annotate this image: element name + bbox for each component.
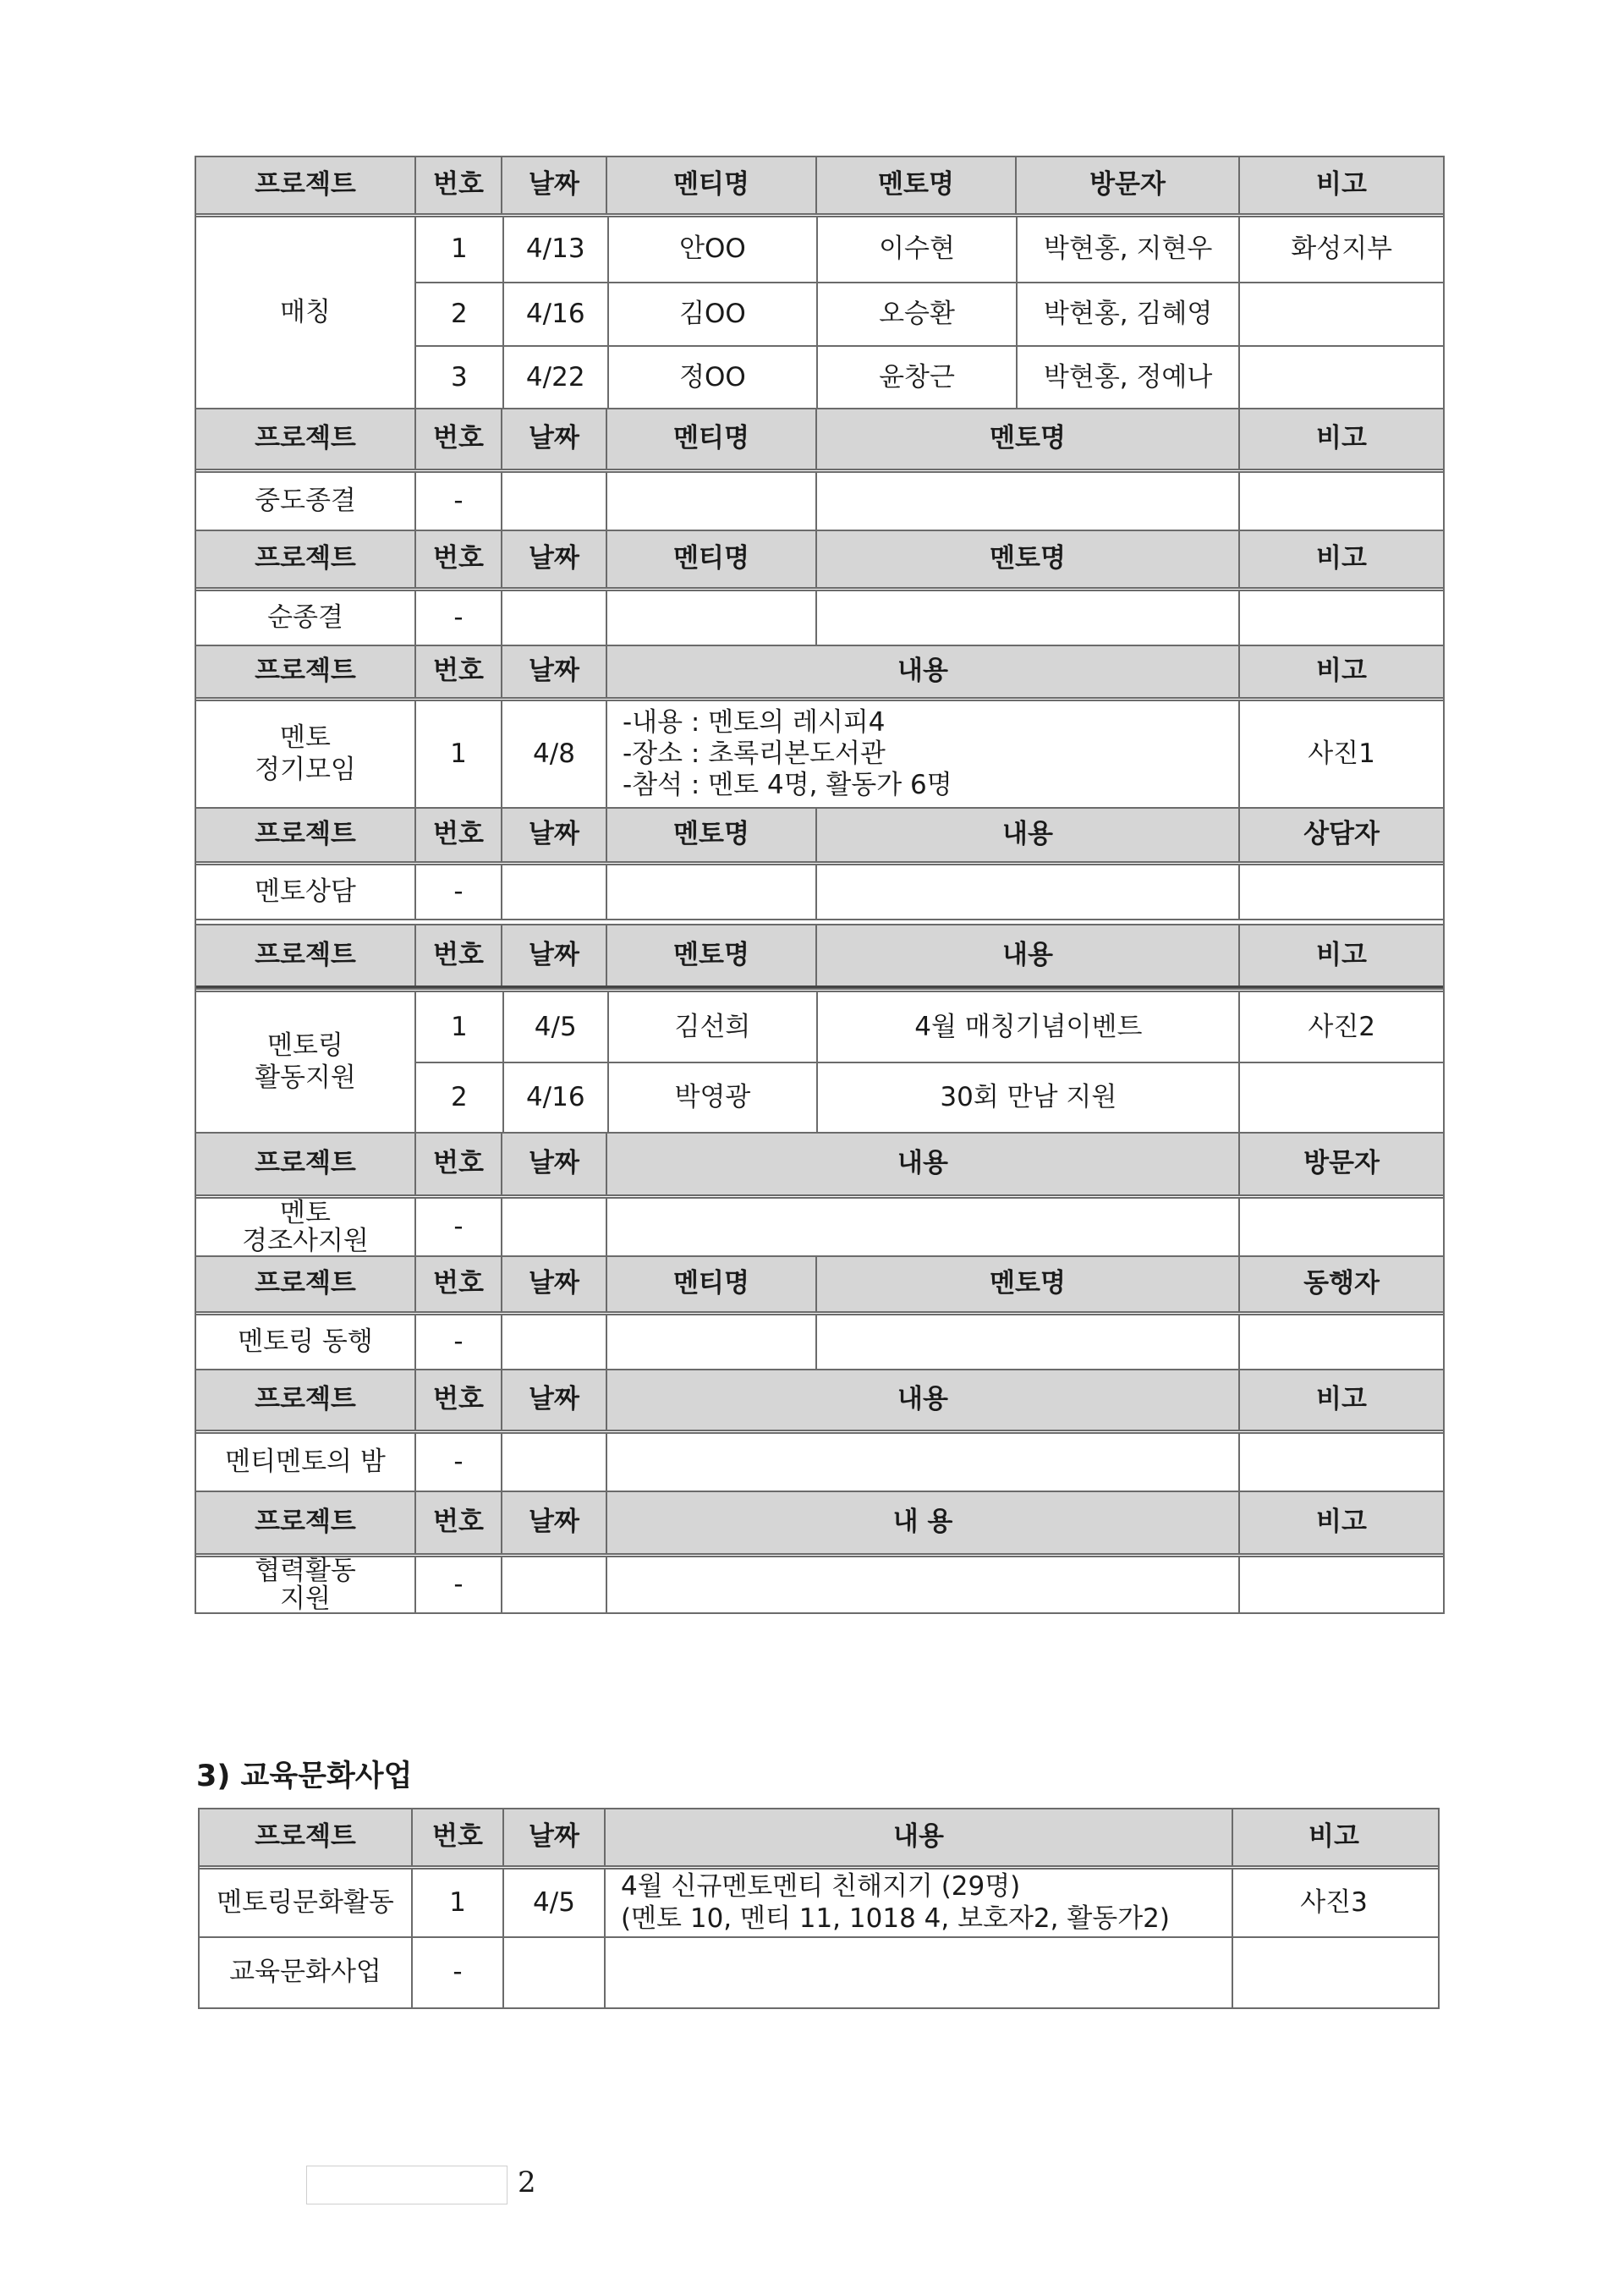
header-cell: 날짜 <box>501 1492 606 1553</box>
note-cell <box>1238 591 1443 645</box>
header-cell: 번호 <box>414 809 501 861</box>
project-line: 멘토 <box>280 722 331 754</box>
no-cell: 1 <box>411 1869 502 1936</box>
no-cell: - <box>414 1315 501 1369</box>
header-cell: 멘토명 <box>815 531 1238 587</box>
note-cell <box>1238 283 1443 346</box>
table-row <box>416 1062 1443 1132</box>
visitor-cell: 박현홍, 김혜영 <box>1016 283 1239 346</box>
mentor-cell: 윤창근 <box>816 347 1016 408</box>
no-cell: - <box>414 1434 501 1491</box>
no-cell: 2 <box>451 298 468 329</box>
header-cell: 프로젝트 <box>255 169 356 200</box>
note-cell: 사진1 <box>1238 701 1443 807</box>
date-cell <box>501 1434 606 1491</box>
header-cell: 번호 <box>414 925 501 986</box>
project-cell: 순종결 <box>267 601 343 633</box>
project-cell: 멘티멘토의 밤 <box>225 1446 386 1477</box>
header-cell: 내용 <box>606 646 1238 697</box>
visitor-cell <box>1238 1199 1443 1255</box>
header-cell: 번호 <box>414 1370 501 1430</box>
support-header-row <box>196 924 1443 988</box>
mentor-cell: 이수현 <box>816 217 1016 282</box>
note-cell <box>1232 1938 1435 2007</box>
counselor-cell <box>1238 865 1443 919</box>
mid-end-header-row <box>196 408 1443 469</box>
note-cell <box>1238 473 1443 530</box>
page-number: 2 <box>518 2166 536 2199</box>
date-cell <box>501 1199 606 1255</box>
note-cell: 사진2 <box>1238 992 1443 1062</box>
header-cell: 내용 <box>606 1370 1238 1430</box>
header-cell: 날짜 <box>501 809 606 861</box>
table-row <box>200 1936 1438 2007</box>
pure-end-row <box>196 587 1443 645</box>
header-cell: 비고 <box>1238 157 1443 213</box>
header-cell: 번호 <box>414 1134 501 1194</box>
content-cell <box>604 1869 1232 1936</box>
content-line: (멘토 10, 멘티 11, 1018 4, 보호자2, 활동가2) <box>621 1902 1170 1934</box>
no-cell: - <box>411 1938 502 2007</box>
header-cell: 방문자 <box>1015 157 1238 213</box>
header-cell: 번호 <box>414 646 501 697</box>
culture-header-row <box>200 1809 1438 1865</box>
header-cell: 날짜 <box>501 1370 606 1430</box>
companion-cell <box>1238 1315 1443 1369</box>
header-cell: 비고 <box>1238 646 1443 697</box>
header-cell: 내용 <box>815 925 1238 986</box>
header-cell: 프로젝트 <box>255 1821 356 1853</box>
project-cell: 중도종결 <box>255 485 356 516</box>
coop-header-row <box>196 1491 1443 1553</box>
header-cell: 멘티명 <box>606 1257 815 1311</box>
header-cell: 멘티명 <box>606 409 815 469</box>
date-cell <box>501 1557 606 1612</box>
mentor-cell: 김선희 <box>607 992 817 1062</box>
date-cell: 4/13 <box>502 217 607 282</box>
activity-table <box>195 156 1445 1614</box>
header-cell: 번호 <box>411 1809 502 1865</box>
header-cell: 날짜 <box>501 1257 606 1311</box>
header-cell: 프로젝트 <box>255 1384 356 1415</box>
mentor-cell <box>815 591 1238 645</box>
note-cell <box>1238 347 1443 408</box>
content-cell <box>606 701 1238 807</box>
header-cell: 번호 <box>414 157 501 213</box>
header-cell: 멘토명 <box>606 925 815 986</box>
meeting-header-row <box>196 645 1443 697</box>
project-cell: 멘토링문화활동 <box>217 1886 394 1918</box>
section-title: 3) 교육문화사업 <box>196 1760 413 1793</box>
no-cell: 1 <box>451 233 468 265</box>
header-cell: 번호 <box>414 409 501 469</box>
content-cell <box>606 1557 1238 1612</box>
date-cell <box>502 1938 604 2007</box>
header-cell: 비고 <box>1232 1809 1435 1865</box>
visitor-cell: 박현홍, 정예나 <box>1016 347 1239 408</box>
mentee-cell: 안OO <box>607 217 817 282</box>
content-cell <box>815 865 1238 919</box>
project-line: 활동지원 <box>255 1062 356 1093</box>
content-cell: 4월 매칭기념이벤트 <box>816 992 1238 1062</box>
header-cell: 비고 <box>1238 409 1443 469</box>
no-cell: - <box>414 591 501 645</box>
footer-box <box>306 2166 508 2204</box>
header-cell: 날짜 <box>501 531 606 587</box>
table-row <box>416 217 1443 282</box>
project-cell: 멘토링 동행 <box>238 1326 373 1357</box>
header-cell: 프로젝트 <box>255 1507 356 1538</box>
header-cell: 날짜 <box>501 409 606 469</box>
header-cell: 프로젝트 <box>255 656 356 687</box>
project-line: 경조사지원 <box>242 1225 369 1256</box>
no-cell: 3 <box>451 361 468 393</box>
header-cell: 내용 <box>606 1134 1238 1194</box>
table-row <box>200 1865 1438 1936</box>
table-row <box>416 345 1443 408</box>
mentor-cell <box>815 473 1238 530</box>
mentee-cell: 정OO <box>607 347 817 408</box>
header-cell: 프로젝트 <box>255 543 356 574</box>
header-cell: 멘토명 <box>815 1257 1238 1311</box>
mentor-cell <box>815 1315 1238 1369</box>
header-cell: 내용 <box>604 1809 1232 1865</box>
content-line: 4월 신규멘토멘티 친해지기 (29명) <box>621 1871 1021 1902</box>
header-cell: 멘토명 <box>815 157 1015 213</box>
content-cell <box>606 1434 1238 1491</box>
project-line: 지원 <box>280 1583 331 1614</box>
night-header-row <box>196 1369 1443 1430</box>
table-row <box>416 992 1443 1062</box>
culture-table <box>198 1808 1440 2009</box>
mentee-cell <box>606 1315 815 1369</box>
no-cell: 1 <box>414 701 501 807</box>
no-cell: - <box>414 1557 501 1612</box>
accompany-row <box>196 1311 1443 1369</box>
no-cell: - <box>414 473 501 530</box>
note-cell <box>1238 1557 1443 1612</box>
content-line: -참석 : 멘토 4명, 활동가 6명 <box>623 770 952 801</box>
header-cell: 비고 <box>1238 1492 1443 1553</box>
content-cell <box>606 1199 1238 1255</box>
visitor-cell: 박현홍, 지현우 <box>1016 217 1239 282</box>
pure-end-header-row <box>196 530 1443 587</box>
project-cell <box>196 992 414 1132</box>
date-cell: 4/5 <box>502 1869 604 1936</box>
header-cell: 비고 <box>1238 1370 1443 1430</box>
no-cell: - <box>414 865 501 919</box>
header-cell: 동행자 <box>1238 1257 1443 1311</box>
date-cell <box>501 591 606 645</box>
project-line: 정기모임 <box>255 754 356 785</box>
mid-end-row <box>196 469 1443 530</box>
project-cell: 교육문화사업 <box>229 1957 381 1988</box>
project-line: 협력활동 <box>255 1555 356 1586</box>
date-cell <box>501 865 606 919</box>
date-cell: 4/8 <box>501 701 606 807</box>
date-cell <box>501 473 606 530</box>
date-cell: 4/16 <box>502 283 607 346</box>
project-cell: 멘토상담 <box>255 876 356 907</box>
header-cell: 비고 <box>1238 925 1443 986</box>
header-cell: 번호 <box>414 1257 501 1311</box>
coop-row <box>196 1553 1443 1612</box>
date-cell <box>501 1315 606 1369</box>
mentee-cell <box>606 591 815 645</box>
project-cell: 매칭 <box>280 296 331 327</box>
family-header-row <box>196 1132 1443 1194</box>
header-cell: 상담자 <box>1238 809 1443 861</box>
support-body <box>196 988 1443 1132</box>
project-cell <box>196 701 414 807</box>
accompany-header-row <box>196 1255 1443 1311</box>
header-cell: 내 용 <box>606 1492 1238 1553</box>
header-cell: 멘토명 <box>606 809 815 861</box>
header-cell: 멘티명 <box>606 157 815 213</box>
note-cell: 사진3 <box>1232 1869 1435 1936</box>
consult-row <box>196 861 1443 919</box>
mentee-cell: 김OO <box>607 283 817 346</box>
header-cell: 프로젝트 <box>255 1148 356 1179</box>
project-cell <box>196 1199 414 1255</box>
header-cell: 날짜 <box>501 646 606 697</box>
no-cell: - <box>414 1199 501 1255</box>
project-line: 멘토링 <box>267 1030 343 1062</box>
header-cell: 내용 <box>815 809 1238 861</box>
header-cell: 멘토명 <box>815 409 1238 469</box>
content-line: -내용 : 멘토의 레시피4 <box>623 706 886 738</box>
header-cell: 번호 <box>414 1492 501 1553</box>
mentor-cell <box>606 865 815 919</box>
date-cell: 4/22 <box>502 347 607 408</box>
header-cell: 프로젝트 <box>255 939 356 970</box>
header-cell: 날짜 <box>502 1809 604 1865</box>
consult-header-row <box>196 807 1443 861</box>
header-cell: 날짜 <box>501 157 606 213</box>
content-cell: 30회 만남 지원 <box>816 1063 1238 1132</box>
header-cell: 멘티명 <box>606 531 815 587</box>
mentor-cell: 오승환 <box>816 283 1016 346</box>
no-cell: 2 <box>451 1082 468 1113</box>
night-row <box>196 1430 1443 1491</box>
content-cell <box>604 1938 1232 2007</box>
project-line: 멘토 <box>280 1197 331 1228</box>
no-cell: 1 <box>451 1011 468 1042</box>
table-row <box>416 282 1443 346</box>
header-cell: 방문자 <box>1238 1134 1443 1194</box>
header-cell: 번호 <box>414 531 501 587</box>
family-row <box>196 1194 1443 1255</box>
mentor-cell: 박영광 <box>607 1063 817 1132</box>
project-cell <box>196 1557 414 1612</box>
header-cell: 날짜 <box>501 925 606 986</box>
header-cell: 비고 <box>1238 531 1443 587</box>
note-cell: 화성지부 <box>1238 217 1443 282</box>
header-cell: 프로젝트 <box>255 819 356 850</box>
header-cell: 날짜 <box>501 1134 606 1194</box>
date-cell: 4/5 <box>502 992 607 1062</box>
mentee-cell <box>606 473 815 530</box>
note-cell <box>1238 1434 1443 1491</box>
content-line: -장소 : 초록리본도서관 <box>623 738 886 769</box>
date-cell: 4/16 <box>502 1063 607 1132</box>
meeting-row <box>196 697 1443 807</box>
header-cell: 프로젝트 <box>255 1268 356 1299</box>
header-cell: 프로젝트 <box>255 423 356 454</box>
note-cell <box>1238 1063 1443 1132</box>
matching-header-row <box>196 157 1443 213</box>
matching-body <box>196 213 1443 408</box>
